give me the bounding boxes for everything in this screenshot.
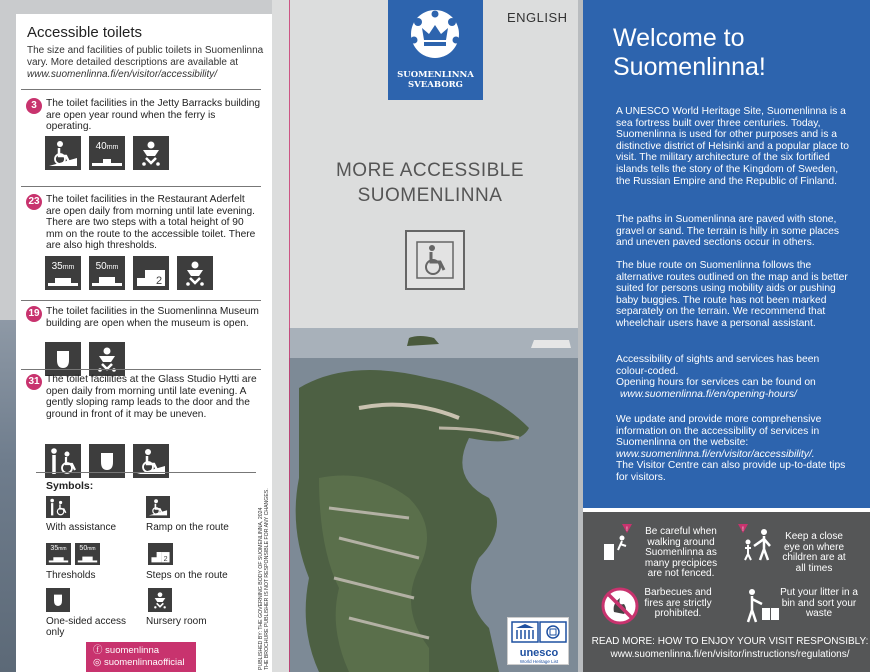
toilet-number-badge: 3 (26, 98, 42, 114)
steps-value: 2 (155, 275, 163, 287)
child-supervision-icon (736, 522, 776, 562)
visitor-centre-text: The Visitor Centre can also provide up-to-date tips for visitors. (616, 460, 846, 483)
instagram-link[interactable] (86, 657, 196, 669)
toilet-number-badge: 31 (26, 374, 42, 390)
svg-text:!: ! (626, 527, 628, 533)
wheelchair-ramp-icon (45, 136, 81, 170)
instagram-icon: ◎ (93, 657, 102, 668)
threshold-unit: mm (58, 546, 67, 552)
nursery-icon (89, 342, 125, 376)
social-media-box (86, 642, 196, 672)
precipice-warning-icon (598, 522, 638, 562)
toilet-item-19 (21, 304, 266, 379)
one-sided-access-icon (45, 342, 81, 376)
threshold-value: 40 (95, 141, 107, 152)
divider (21, 300, 261, 301)
symbol-label-nursery: Nursery room (146, 616, 207, 627)
title-line-1: MORE ACCESSIBLE (335, 160, 525, 181)
toilet-description: The toilet facilities in the Suomenlinna Museum building are open when the museum is open. (46, 306, 259, 329)
intro-link[interactable]: www.suomenlinna.fi/en/visitor/accessibility/ (27, 69, 218, 80)
fold-line (289, 0, 290, 672)
symbol-label-ramp: Ramp on the route (146, 522, 229, 533)
website-text: We update and provide more comprehensive information on the accessibility of services in Suomenlinna on the website: (616, 414, 822, 449)
blue-route-paragraph: The blue route on Suomenlinna follows the alternative routes outlined on the map and is better suited for persons using mobility aids or pushing baby buggies. The route has not been marked separately on the terrain. We recommend that wheelchair users have a personal assistant. (616, 260, 848, 329)
language-label: ENGLISH (507, 10, 568, 25)
toilet-item-3 (21, 96, 266, 181)
toilet-number-badge: 19 (26, 306, 42, 322)
threshold-value: 35 (51, 261, 63, 272)
intro-text: The size and facilities of public toilets in Suomenlinna vary. More detailed descriptions are available at (27, 45, 264, 68)
threshold-icon (46, 543, 71, 565)
one-sided-access-icon (46, 588, 70, 612)
colour-coded-paragraph (616, 354, 852, 400)
wheelchair-icon (405, 230, 465, 290)
toilet-description: The toilet facilities in the Jetty Barracks building are open year round when the ferry is operating. (46, 98, 261, 133)
threshold-unit: mm (106, 144, 119, 151)
disclaimer-line: THE BROCHURE PUBLISHER IS NOT RESPONSIBLE FOR ANY CHANGES. (264, 488, 270, 670)
wheelchair-ramp-icon (146, 496, 170, 518)
divider (21, 186, 261, 187)
facebook-link[interactable] (86, 642, 196, 657)
nursery-icon (148, 588, 172, 612)
litter-icon (740, 584, 780, 624)
symbol-label-thresholds: Thresholds (46, 570, 96, 581)
instagram-handle: suomenlinnaofficial (103, 657, 185, 668)
unesco-text: unesco (519, 647, 559, 659)
unesco-temple-icon (508, 618, 570, 646)
website-paragraph (616, 414, 852, 484)
steps-icon (133, 256, 169, 290)
brochure-title (300, 158, 560, 208)
threshold-icon (89, 256, 125, 290)
toilet-item-31 (21, 372, 266, 484)
read-more-title: READ MORE: HOW TO ENJOY YOUR VISIT RESPONSIBLY: (591, 636, 869, 647)
toilet-description: The toilet facilities at the Glass Studio Hytti are open daily from morning until late evening. A gently sloping ramp leads to the door and the ground in front of it may be uneven. (46, 374, 257, 420)
disclaimer-info (258, 430, 270, 670)
crown-logo-icon (388, 0, 483, 70)
unesco-logo (507, 617, 569, 665)
no-fire-icon (600, 586, 640, 626)
tip-children: Keep a close eye on where children are at all times (782, 531, 846, 574)
opening-hours-link[interactable]: www.suomenlinna.fi/en/opening-hours/ (620, 388, 797, 400)
divider (21, 89, 261, 90)
symbol-label-steps: Steps on the route (146, 570, 228, 581)
unesco-subtext: World Heritage List (519, 659, 559, 664)
threshold-icon (45, 256, 81, 290)
divider (36, 472, 256, 473)
threshold-icon (89, 136, 125, 170)
steps-value: 2 (163, 555, 168, 564)
svg-text:!: ! (742, 527, 744, 533)
card-title: Accessible toilets (27, 24, 143, 41)
accessibility-link[interactable]: www.suomenlinna.fi/en/visitor/accessibility/. (616, 448, 815, 460)
logo-name-1: SUOMENLINNA (397, 70, 474, 80)
facebook-icon: ⓕ (93, 645, 103, 656)
intro-paragraph: A UNESCO World Heritage Site, Suomenlinna is a sea fortress built over three centuries. Today, Suomenlinna is used for other purposes and is a distinctive district of Helsinki and a popular place to visit. The military architecture of the six fortified islands tells the story of the Kingdom of Sweden, the Russian Empire and the Republic of Finland. (616, 106, 849, 187)
toilet-description: The toilet facilities in the Restaurant Aderfelt are open daily from morning until late evening. There are two steps with a total height of 90 mm on the route to the accessible toilet. There are also high thresholds. (46, 194, 256, 252)
publisher-info (276, 250, 288, 670)
threshold-icon (75, 543, 100, 565)
colour-coded-text: Accessibility of sights and services has been colour-coded. (616, 354, 820, 377)
publisher-line (279, 647, 288, 653)
symbols-title: Symbols: (46, 480, 94, 492)
tip-litter: Put your litter in a bin and sort your waste (780, 587, 858, 619)
toilet-item-23 (21, 192, 266, 297)
publisher-line: PUBLISHED BY: THE GOVERNING BODY OF SUOMENLINNA, 2024 (258, 507, 264, 670)
threshold-unit: mm (62, 264, 75, 271)
logo-name-2: SVEABORG (408, 80, 463, 90)
paths-paragraph: The paths in Suomenlinna are paved with stone, gravel or sand. The terrain is hilly in some places and uneven paved sections occur in others. (616, 214, 840, 249)
steps-icon (148, 543, 173, 565)
threshold-value: 35 (50, 545, 59, 552)
welcome-title: Welcome to Suomenlinna! (613, 24, 766, 81)
card-intro (27, 45, 265, 81)
threshold-value: 50 (79, 545, 88, 552)
tip-careful: Be careful when walking around Suomenlinna as many precipices are not fenced. (644, 526, 718, 579)
tip-fires: Barbecues and fires are strictly prohibited. (644, 587, 712, 619)
suomenlinna-logo (388, 0, 483, 100)
symbol-label-assistance: With assistance (46, 522, 117, 533)
nursery-icon (133, 136, 169, 170)
threshold-unit: mm (106, 264, 119, 271)
title-line-2: SUOMENLINNA (357, 185, 503, 206)
nursery-icon (177, 256, 213, 290)
opening-hours-text: Opening hours for services can be found on (616, 377, 816, 389)
threshold-unit: mm (87, 546, 96, 552)
divider (21, 369, 261, 370)
threshold-value: 50 (95, 261, 107, 272)
assistance-icon (46, 496, 70, 518)
toilet-number-badge: 23 (26, 194, 42, 210)
read-more (590, 636, 870, 661)
symbol-label-one-sided: One-sided access only (46, 616, 127, 638)
regulations-link[interactable]: www.suomenlinna.fi/en/visitor/instructions/regulations/ (610, 648, 850, 660)
facebook-handle: suomenlinna (105, 645, 160, 656)
